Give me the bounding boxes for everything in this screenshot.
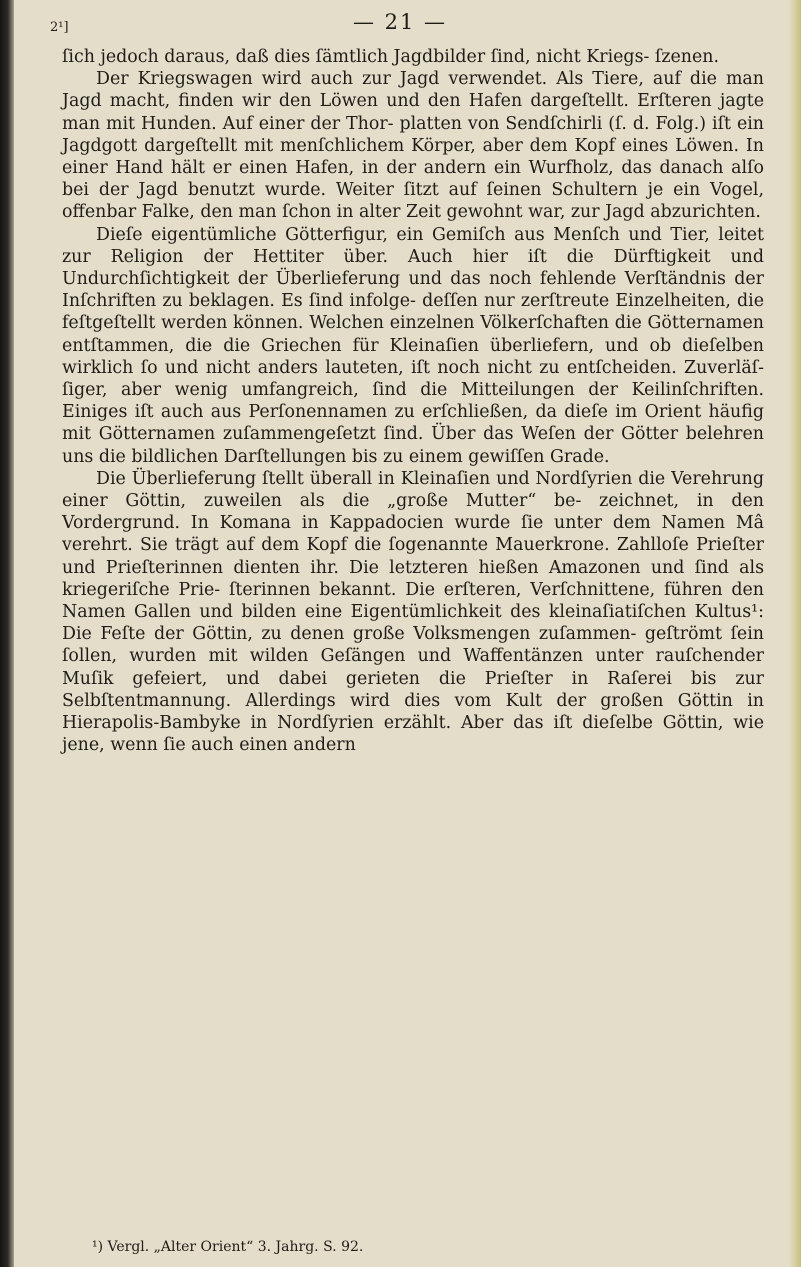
body-text bbox=[62, 46, 764, 757]
scan-binding-shadow bbox=[0, 0, 14, 1267]
page-number: — 21 — bbox=[352, 10, 448, 34]
running-header bbox=[50, 10, 750, 40]
footnote: ¹) Vergl. „Alter Orient“ 3. Jahrg. S. 92. bbox=[92, 1239, 364, 1255]
paragraph: Dieſe eigentümliche Götterfigur, ein Gemiſch aus Menſch und Tier, leitet zur Religion der Hettiter über. Auch hier iſt die Dürftigkeit und Undurchſichtigkeit der Überlieferung und das noch fehlende Verſtändnis der Inſchriften zu beklagen. Es ſind infolge- deſſen nur zerſtreute Einzelheiten, die feſtgeſtellt werden können. Welchen einzelnen Völkerſchaften die Götternamen entſtammen, die die Griechen für Kleinaſien überliefern, und ob dieſelben wirklich ſo und nicht anders lauteten, iſt noch nicht zu entſcheiden. Zuverläſ- ſiger, aber wenig umfangreich, ſind die Mitteilungen der Keilinſchriften. Einiges iſt auch aus Perſonennamen zu erſchließen, da dieſe im Orient häufig mit Götternamen zuſammengeſetzt ſind. Über das Weſen der Götter belehren uns die bildlichen Darſtellungen bis zu einem gewiſſen Grade. bbox=[62, 224, 764, 467]
paragraph: Die Überlieferung ſtellt überall in Kleinaſien und Nordſyrien die Verehrung einer Göttin, zuweilen als die „große Mutter“ be- zeichnet, in den Vordergrund. In Komana in Kappadocien wurde ſie unter dem Namen Mâ verehrt. Sie trägt auf dem Kopf die ſogenannte Mauerkrone. Zahlloſe Prieſter und Prieſterinnen dienten ihr. Die letzteren hießen Amazonen und ſind als kriegeriſche Prie- ſterinnen bekannt. Die erſteren, Verſchnittene, führen den Namen Gallen und bilden eine Eigentümlichkeit des kleinaſiatiſchen Kultus¹: Die Feſte der Göttin, zu denen große Volksmengen zuſammen- geſtrömt ſein ſollen, wurden mit wilden Geſängen und Waffentänzen unter rauſchender Muſik gefeiert, und dabei gerieten die Prieſter in Raſerei bis zur Selbſtentmannung. Allerdings wird dies vom Kult der großen Göttin in Hierapolis-Bambyke in Nordſyrien erzählt. Aber das iſt dieſelbe Göttin, wie jene, wenn ſie auch einen andern bbox=[62, 468, 764, 756]
paragraph: Der Kriegswagen wird auch zur Jagd verwendet. Als Tiere, auf die man Jagd macht, finden wir den Löwen und den Hafen dargeſtellt. Erſteren jagte man mit Hunden. Auf einer der Thor- platten von Sendſchirli (ſ. d. Folg.) iſt ein Jagdgott dargeſtellt mit menſchlichem Körper, aber dem Kopf eines Löwen. In einer Hand hält er einen Hafen, in der andern ein Wurfholz, das danach alſo bei der Jagd benutzt wurde. Weiter ſitzt auf ſeinen Schultern je ein Vogel, offenbar Falke, den man ſchon in alter Zeit gewohnt war, zur Jagd abzurichten. bbox=[62, 69, 764, 223]
paragraph-continuation: ſich jedoch daraus, daß dies ſämtlich Jagdbilder ſind, nicht Kriegs- ſzenen. bbox=[62, 47, 720, 67]
page-edge-tint bbox=[789, 0, 801, 1267]
signature-mark: 2¹] bbox=[50, 20, 69, 35]
